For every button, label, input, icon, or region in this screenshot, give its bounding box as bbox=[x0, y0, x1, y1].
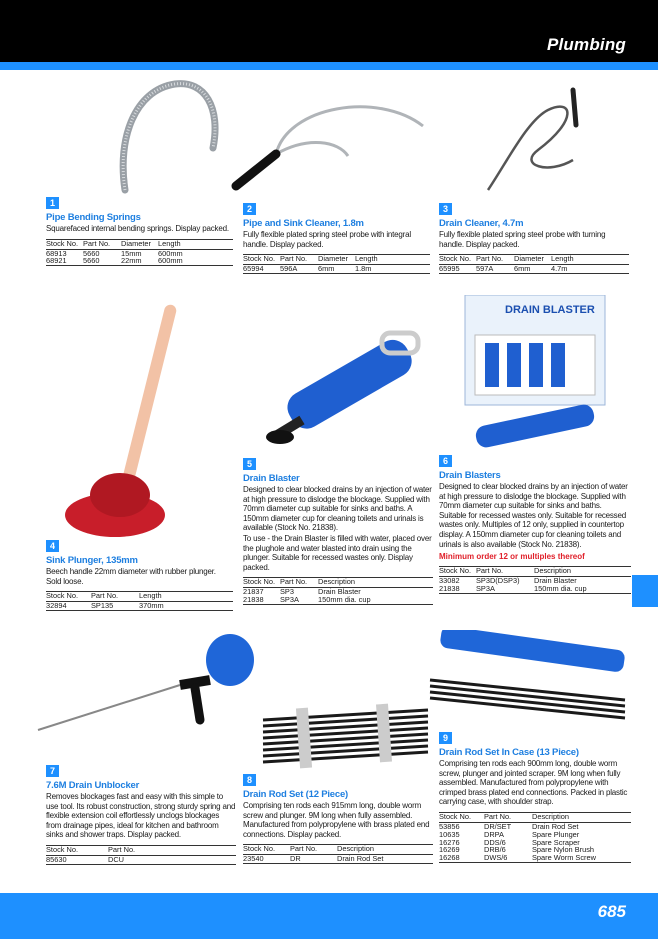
column-header: Stock No. bbox=[243, 844, 276, 854]
drain-cleaner-image bbox=[478, 80, 583, 195]
section-title: Plumbing bbox=[546, 35, 626, 54]
column-header: Part No. bbox=[280, 254, 308, 264]
table-cell: 85630 bbox=[46, 854, 67, 864]
spec-table bbox=[439, 812, 631, 863]
column-header: Description bbox=[534, 566, 571, 576]
product-name: 7.6M Drain Unblocker bbox=[46, 780, 140, 791]
column-header: Description bbox=[318, 577, 355, 587]
product-2 bbox=[243, 199, 430, 274]
table-cell: SP135 bbox=[91, 601, 114, 611]
bending-spring-image bbox=[95, 78, 225, 196]
table-cell: 600mm bbox=[158, 248, 183, 258]
sink-cleaner-image bbox=[228, 96, 433, 191]
table-cell: DWS/6 bbox=[484, 853, 508, 863]
table-cell: 16276 bbox=[439, 837, 460, 847]
product-name: Drain Blaster bbox=[243, 473, 300, 484]
product-6 bbox=[439, 451, 631, 594]
table-cell: SP3A bbox=[476, 583, 495, 593]
table-cell: DRPA bbox=[484, 829, 504, 839]
footer-bar bbox=[0, 893, 658, 939]
column-header: Description bbox=[532, 811, 569, 821]
column-header: Part No. bbox=[476, 254, 504, 264]
product-description: Designed to clear blocked drains by an injection of water at high pressure to dislodge the blockage. Supplied with 70mm diameter cup suitable for sinks and baths. A 150mm diameter cup for cleaning toilets and urinals is available (Stock No. 21838). bbox=[243, 485, 432, 533]
product-3 bbox=[439, 199, 629, 274]
product-description: Comprising ten rods each 900mm long, double worm screw, plunger and jointed scraper. 9M long when fully assembled. Manufactured from polypropylene with crimped brass plated end connections. Packed in plastic carrying case, with shoulder strap. bbox=[439, 759, 628, 807]
table-cell: 1.8m bbox=[355, 264, 372, 274]
table-cell: DR/SET bbox=[484, 821, 512, 831]
table-row bbox=[46, 855, 236, 864]
product-description: Squarefaced internal bending springs. Display packed. bbox=[46, 224, 229, 233]
table-cell: 68921 bbox=[46, 256, 67, 266]
product-number-badge: 3 bbox=[439, 203, 452, 215]
table-cell: 23540 bbox=[243, 854, 264, 864]
product-description: Removes blockages fast and easy with this simple to use tool. Its robust construction, strong sturdy spring and flexible extension coil effortlessly unclogs blockages from drainage pipes, ideal for kitchen and bathroom sinks and shower traps. Display packed. bbox=[46, 792, 236, 840]
table-cell: SP3 bbox=[280, 587, 294, 597]
table-cell: 5660 bbox=[83, 256, 100, 266]
table-cell: Spare Scraper bbox=[532, 837, 580, 847]
page-number: 685 bbox=[597, 902, 626, 921]
table-row bbox=[46, 257, 233, 265]
product-description: Designed to clear blocked drains by an injection of water at high pressure to dislodge the blockage. Supplied with 70mm diameter cup suitable for sinks and baths. Suitable for recessed wastes only. Suitable for recessed wastes only. Multiples of 12 only, supplied in countertop display. A 150mm diameter cup for cleaning toilets and urinals is also available (Stock No. 21838). bbox=[439, 482, 628, 549]
table-cell: 150mm dia. cup bbox=[534, 583, 587, 593]
spec-table bbox=[439, 254, 629, 274]
column-header: Diameter bbox=[514, 254, 544, 264]
product-name: Drain Blasters bbox=[439, 470, 501, 481]
product-number-badge: 7 bbox=[46, 765, 59, 777]
table-cell: 16269 bbox=[439, 845, 460, 855]
table-cell: DRB/6 bbox=[484, 845, 506, 855]
header-stripe bbox=[0, 62, 658, 70]
spec-table bbox=[46, 591, 233, 611]
table-cell: 21838 bbox=[439, 583, 460, 593]
column-header: Length bbox=[551, 254, 574, 264]
table-cell: Spare Nylon Brush bbox=[532, 845, 595, 855]
table-row bbox=[243, 596, 433, 604]
table-cell: 597A bbox=[476, 264, 494, 274]
column-header: Stock No. bbox=[46, 591, 79, 601]
column-header: Diameter bbox=[121, 238, 151, 248]
column-header: Description bbox=[337, 844, 374, 854]
product-name: Drain Cleaner, 4.7m bbox=[439, 218, 524, 229]
table-cell: 15mm bbox=[121, 248, 142, 258]
header-bar bbox=[0, 0, 658, 62]
product-7 bbox=[46, 761, 236, 865]
table-cell: 600mm bbox=[158, 256, 183, 266]
table-cell: DDS/6 bbox=[484, 837, 506, 847]
table-row bbox=[243, 855, 433, 864]
product-description: Fully flexible plated spring steel probe with integral handle. Display packed. bbox=[243, 230, 411, 249]
table-cell: 16268 bbox=[439, 853, 460, 863]
product-name: Drain Rod Set (12 Piece) bbox=[243, 789, 349, 800]
drain-blasters-display-image bbox=[445, 295, 620, 455]
column-header: Stock No. bbox=[243, 254, 276, 264]
product-9 bbox=[439, 728, 631, 863]
sink-plunger-image bbox=[60, 300, 190, 545]
column-header: Stock No. bbox=[46, 238, 79, 248]
table-cell: Spare Plunger bbox=[532, 829, 580, 839]
product-name: Sink Plunger, 135mm bbox=[46, 555, 138, 566]
product-number-badge: 1 bbox=[46, 197, 59, 209]
table-cell: Spare Worm Screw bbox=[532, 853, 596, 863]
table-cell: 68913 bbox=[46, 248, 67, 258]
product-5 bbox=[243, 454, 433, 605]
product-8 bbox=[243, 770, 433, 864]
table-cell: Drain Rod Set bbox=[337, 854, 384, 864]
table-cell: 5660 bbox=[83, 248, 100, 258]
table-cell: 65995 bbox=[439, 264, 460, 274]
column-header: Stock No. bbox=[439, 254, 472, 264]
product-number-badge: 2 bbox=[243, 203, 256, 215]
product-number-badge: 6 bbox=[439, 455, 452, 467]
drain-rod-case-image bbox=[420, 630, 630, 730]
column-header: Stock No. bbox=[243, 577, 276, 587]
table-cell: 6mm bbox=[514, 264, 531, 274]
table-cell: 21838 bbox=[243, 595, 264, 605]
product-description: Fully flexible plated spring steel probe with turning handle. Display packed. bbox=[439, 230, 606, 249]
column-header: Part No. bbox=[91, 591, 119, 601]
drain-unblocker-image bbox=[30, 630, 260, 740]
table-cell: 6mm bbox=[318, 264, 335, 274]
table-row bbox=[46, 602, 233, 611]
spec-table bbox=[243, 254, 430, 274]
product-name: Pipe Bending Springs bbox=[46, 212, 141, 223]
product-number-badge: 5 bbox=[243, 458, 256, 470]
column-header: Length bbox=[139, 591, 162, 601]
column-header: Stock No. bbox=[46, 844, 79, 854]
table-cell: 21837 bbox=[243, 587, 264, 597]
column-header: Part No. bbox=[108, 844, 136, 854]
table-cell: SP3D(DSP3) bbox=[476, 576, 520, 586]
spec-table bbox=[243, 577, 433, 605]
column-header: Part No. bbox=[290, 844, 318, 854]
product-description: Comprising ten rods each 915mm long, double worm screw and plunger. 9M long when fully assembled. Manufactured from polypropylene with brass plated end connections. Display packed. bbox=[243, 801, 430, 839]
column-header: Length bbox=[355, 254, 378, 264]
spec-table bbox=[439, 566, 631, 594]
svg-text:DRAIN BLASTER: DRAIN BLASTER bbox=[505, 304, 595, 316]
table-row bbox=[439, 585, 631, 593]
table-cell: SP3A bbox=[280, 595, 299, 605]
column-header: Length bbox=[158, 238, 181, 248]
column-header: Diameter bbox=[318, 254, 348, 264]
table-cell: DR bbox=[290, 854, 301, 864]
table-cell: 65994 bbox=[243, 264, 264, 274]
drain-blaster-image bbox=[262, 325, 442, 455]
product-1 bbox=[46, 193, 233, 266]
table-cell: 32894 bbox=[46, 601, 67, 611]
column-header: Part No. bbox=[280, 577, 308, 587]
table-cell: 150mm dia. cup bbox=[318, 595, 371, 605]
table-cell: Drain Rod Set bbox=[532, 821, 579, 831]
table-cell: DCU bbox=[108, 854, 125, 864]
spec-table bbox=[46, 845, 236, 865]
column-header: Stock No. bbox=[439, 566, 472, 576]
table-cell: 4.7m bbox=[551, 264, 568, 274]
table-cell: 10635 bbox=[439, 829, 460, 839]
drain-rod-set-image bbox=[258, 700, 438, 770]
column-header: Part No. bbox=[476, 566, 504, 576]
product-name: Drain Rod Set In Case (13 Piece) bbox=[439, 747, 579, 758]
product-name: Pipe and Sink Cleaner, 1.8m bbox=[243, 218, 364, 229]
table-cell: Drain Blaster bbox=[534, 576, 577, 586]
product-description: Beech handle 22mm diameter with rubber plunger. Sold loose. bbox=[46, 567, 216, 586]
product-4 bbox=[46, 536, 233, 611]
minimum-order-note: Minimum order 12 or multiples thereof bbox=[439, 552, 585, 562]
product-description-usage: To use - the Drain Blaster is filled with water, placed over the plughole and water blasted into drain using the plunger. Suitable for recessed wastes only. Display packed. bbox=[243, 533, 432, 572]
product-number-badge: 9 bbox=[439, 732, 452, 744]
spec-table bbox=[243, 844, 433, 864]
spec-table bbox=[46, 239, 233, 267]
table-cell: 22mm bbox=[121, 256, 142, 266]
product-number-badge: 4 bbox=[46, 540, 59, 552]
table-cell: 370mm bbox=[139, 601, 164, 611]
table-cell: 596A bbox=[280, 264, 298, 274]
product-number-badge: 8 bbox=[243, 774, 256, 786]
table-row bbox=[243, 265, 430, 274]
column-header: Part No. bbox=[484, 811, 512, 821]
column-header: Stock No. bbox=[439, 811, 472, 821]
section-side-tab bbox=[632, 575, 658, 607]
table-cell: Drain Blaster bbox=[318, 587, 361, 597]
table-row bbox=[439, 854, 631, 862]
table-cell: 33082 bbox=[439, 576, 460, 586]
table-row bbox=[439, 265, 629, 274]
table-cell: 53856 bbox=[439, 821, 460, 831]
column-header: Part No. bbox=[83, 238, 111, 248]
